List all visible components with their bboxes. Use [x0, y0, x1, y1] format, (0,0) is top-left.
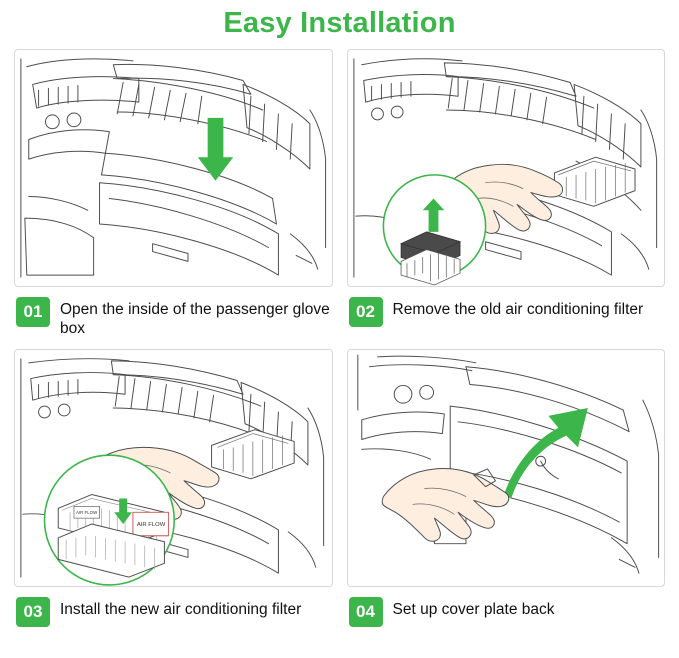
new-filter-in-slot — [212, 429, 295, 478]
hand-illustration — [382, 468, 509, 541]
step-card-04 — [347, 349, 666, 631]
step-03-drawing — [15, 350, 332, 586]
inset-label-air-flow-1: AIR FLOW — [75, 509, 98, 515]
step-04-caption — [347, 587, 666, 631]
step-02-drawing — [348, 50, 665, 286]
step-card-01 — [14, 49, 333, 341]
step-02-text: Remove the old air conditioning filter — [392, 300, 644, 318]
step-04-drawing — [348, 350, 665, 586]
new-filter-inset — [44, 455, 174, 585]
step-04-text: Set up cover plate back — [392, 600, 555, 618]
up-right-arrow-icon — [503, 408, 588, 498]
step-badge-04: 04 — [349, 597, 383, 627]
step-01-text: Open the inside of the passenger glove box — [60, 300, 330, 338]
step-card-03 — [14, 349, 333, 631]
down-arrow-icon — [198, 118, 233, 181]
old-filter-inset — [383, 175, 485, 285]
step-03-text: Install the new air conditioning filter — [60, 600, 302, 618]
step-card-02 — [347, 49, 666, 341]
inset-label-air-flow-2: AIR FLOW — [136, 521, 166, 528]
step-badge-02: 02 — [349, 297, 383, 327]
glove-box-open-illustration — [14, 49, 333, 287]
cover-plate-back-illustration — [347, 349, 666, 587]
step-badge-01: 01 — [16, 297, 50, 327]
remove-old-filter-illustration — [347, 49, 666, 287]
install-new-filter-illustration — [14, 349, 333, 587]
step-03-caption — [14, 587, 333, 631]
old-filter-in-slot — [554, 51, 664, 206]
step-02-caption — [347, 287, 666, 331]
step-01-drawing — [15, 50, 332, 286]
step-badge-03: 03 — [16, 597, 50, 627]
page-title: Easy Installation — [223, 7, 456, 39]
steps-grid — [0, 49, 679, 631]
step-01-caption — [14, 287, 333, 341]
